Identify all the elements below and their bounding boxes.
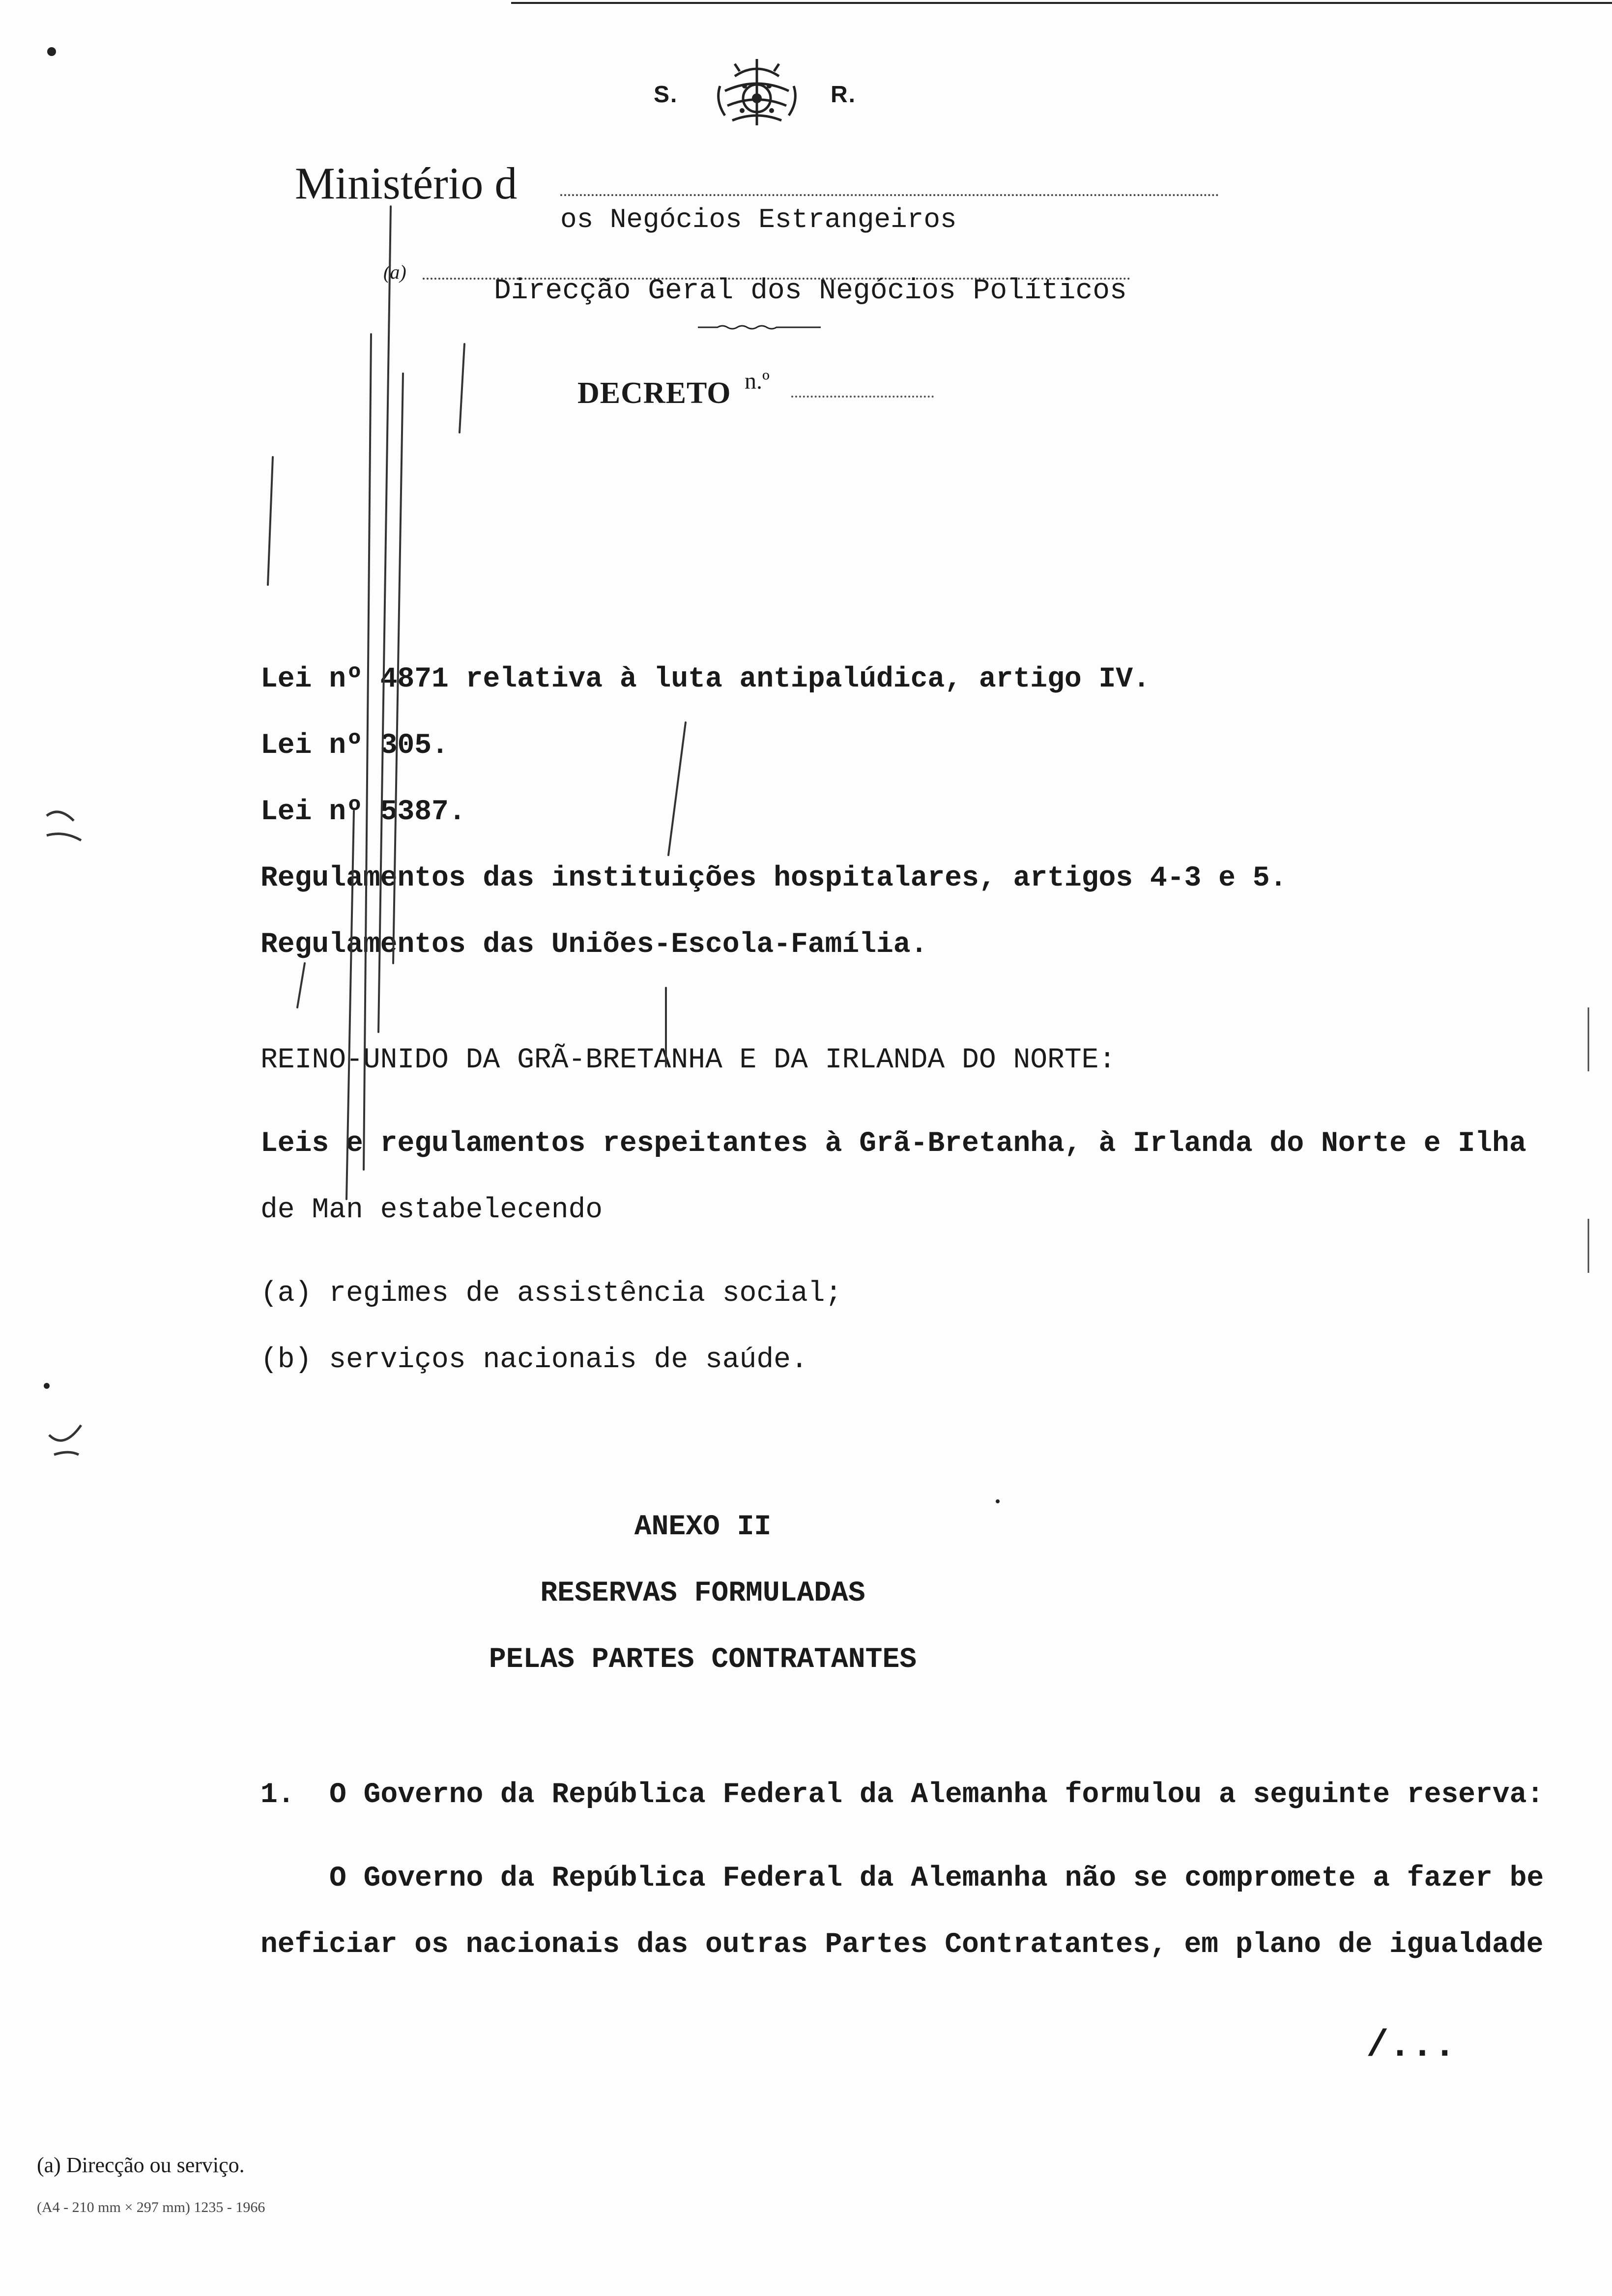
uk-intro-line-2: de Man estabelecendo	[260, 1194, 603, 1226]
law-line-1: Lei nº 4871 relativa à luta antipalúdica, artigo IV.	[260, 663, 1150, 695]
law-line-5: Regulamentos das Uniões-Escola-Família.	[260, 929, 928, 961]
reservation-paragraph-line-1: O Governo da República Federal da Alemanha não se compromete a fazer be	[329, 1863, 1544, 1894]
footnote-marker: (a)	[383, 261, 406, 283]
annex-subtitle-1: RESERVAS FORMULADAS	[540, 1578, 865, 1609]
law-line-4: Regulamentos das instituições hospitalares, artigos 4-3 e 5.	[260, 862, 1287, 894]
decree-number-dotted-line	[791, 396, 934, 398]
ministry-title: Ministério d	[295, 158, 518, 208]
top-rule	[511, 2, 1612, 4]
ministry-dotted-line	[560, 194, 1219, 196]
emblem-right-letter: R.	[831, 82, 856, 108]
header-emblem	[639, 57, 894, 140]
direction-name: Direcção Geral dos Negócios Políticos	[494, 275, 1127, 307]
coat-of-arms-icon	[705, 57, 808, 135]
reservation-number: 1.	[260, 1779, 295, 1811]
reservation-paragraph-line-2: neficiar os nacionais das outras Partes Contratantes, em plano de igualdade	[260, 1929, 1544, 1961]
uk-heading: REINO-UNIDO DA GRÃ-BRETANHA E DA IRLANDA DO NORTE:	[260, 1044, 1116, 1076]
uk-item-a: (a) regimes de assistência social;	[260, 1278, 842, 1310]
emblem-left-letter: S.	[654, 82, 678, 108]
decree-label: DECRETO	[577, 376, 731, 410]
annex-subtitle-2: PELAS PARTES CONTRATANTES	[489, 1644, 917, 1676]
annex-title: ANEXO II	[634, 1511, 772, 1543]
print-info: (A4 - 210 mm × 297 mm) 1235 - 1966	[37, 2199, 265, 2215]
footnote-text: (a) Direcção ou serviço.	[37, 2153, 245, 2177]
uk-item-b: (b) serviços nacionais de saúde.	[260, 1344, 808, 1376]
decorative-wave-rule	[698, 324, 821, 330]
law-line-3: Lei nº 5387.	[260, 796, 466, 828]
law-line-2: Lei nº 305.	[260, 730, 449, 762]
ministry-name: os Negócios Estrangeiros	[560, 204, 957, 235]
continuation-mark: /...	[1366, 2025, 1456, 2067]
reservation-statement: O Governo da República Federal da Alemanha formulou a seguinte reserva:	[329, 1779, 1544, 1811]
uk-intro-line-1: Leis e regulamentos respeitantes à Grã-Bretanha, à Irlanda do Norte e Ilha	[260, 1128, 1526, 1160]
decree-number-label: n.º	[745, 368, 770, 394]
